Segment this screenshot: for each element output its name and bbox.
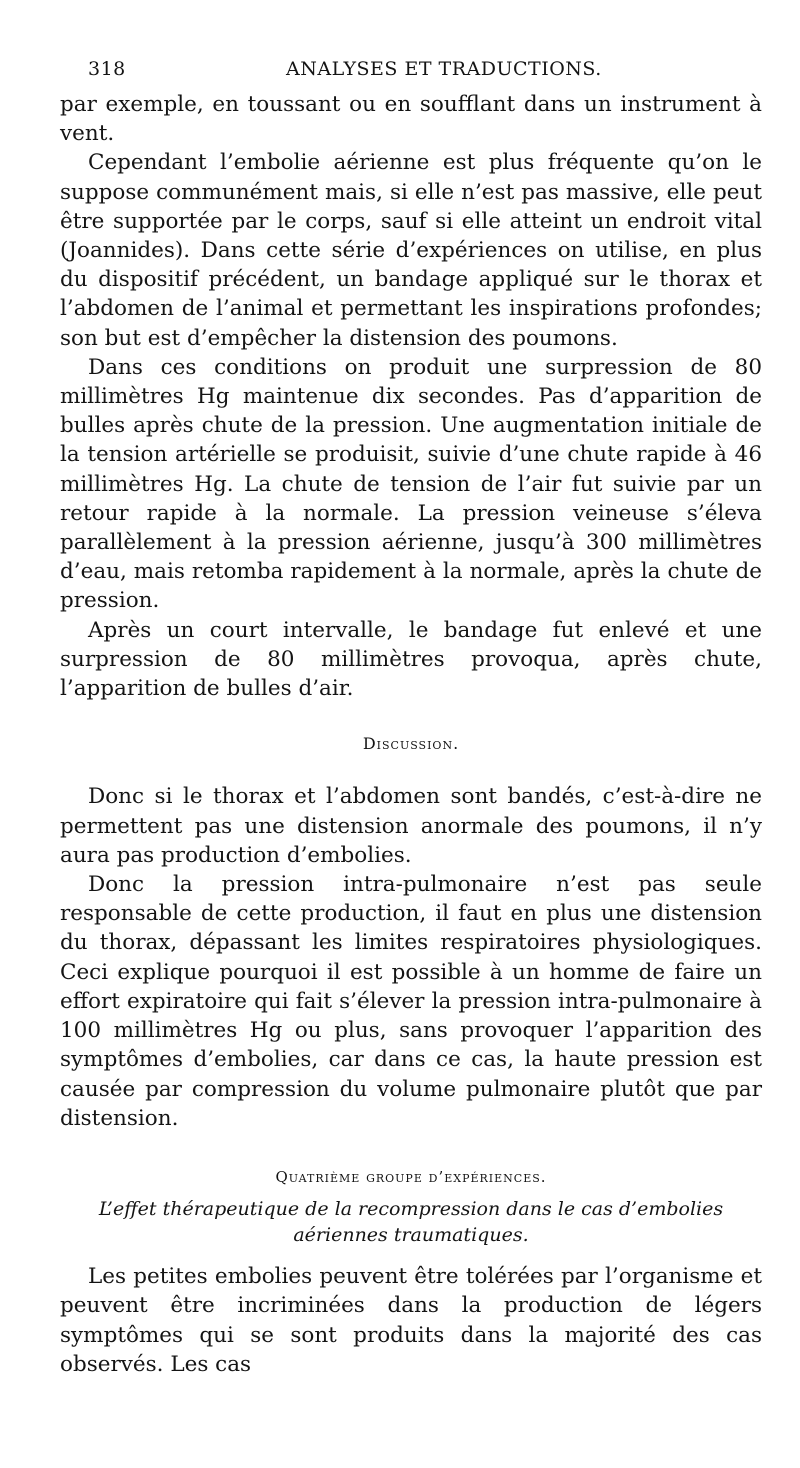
running-title: ANALYSES ET TRADUCTIONS.: [286, 58, 602, 80]
section-heading-discussion: Discussion.: [362, 734, 460, 754]
paragraph: Cependant l’embolie aérienne est plus fréquente qu’on le suppose communément mais, si elle n’est pas massive, elle peut être supportée par le corps, sauf si elle atteint un endroit vital (Joannides). Dans cette série d’expériences on utilise, en plus du dispositif précédent, un bandage appliqué sur le thorax et l’abdomen de l’animal et permettant les inspirations profondes; son but est d’empêcher la distension des poumons.: [60, 150, 762, 351]
section-subtitle: L’effet thérapeutique de la recompression dans le cas d’embolies aériennes traumatiques.: [98, 1198, 724, 1247]
page-number: 318: [88, 58, 126, 80]
section-heading-group4: Quatrième groupe d’expériences.: [275, 1167, 547, 1186]
paragraph: Donc la pression intra-pulmonaire n’est pas seule responsable de cette production, il faut en plus une distension du thorax, dépassant les limites respiratoires physiologiques. Ceci explique pourquoi il est possible à un homme de faire un effort expiratoire qui fait s’élever la pression intra-pulmonaire à 100 millimètres Hg ou plus, sans provoquer l’apparition des symptômes d’embolies, car dans ce cas, la haute pression est causée par compression du volume pulmonaire plutôt que par distension.: [60, 872, 762, 1131]
paragraph: Dans ces conditions on produit une surpression de 80 millimètres Hg maintenue dix secondes. Pas d’apparition de bulles après chute de la pression. Une augmentation initiale de la tension artérielle se produisit, suivie d’une chute rapide à 46 millimètres Hg. La chute de tension de l’air fut suivie par un retour rapide à la normale. La pression veineuse s’éleva parallèlement à la pression aérienne, jusqu’à 300 millimètres d’eau, mais retomba rapidement à la normale, après la chute de pression.: [60, 354, 762, 614]
page-body: [60, 90, 762, 1379]
page-header: [88, 58, 752, 88]
paragraph: Donc si le thorax et l’abdomen sont bandés, c’est-à-dire ne permettent pas une distension anormale des poumons, il n’y aura pas production d’embolies.: [60, 784, 762, 868]
paragraph: Après un court intervalle, le bandage fut enlevé et une surpression de 80 millimètres provoqua, après chute, l’apparition de bulles d’air.: [60, 617, 762, 702]
paragraph: par exemple, en toussant ou en soufflant dans un instrument à vent.: [60, 92, 762, 147]
paragraph: Les petites embolies peuvent être tolérées par l’organisme et peuvent être incriminées dans la production de légers symptômes qui se sont produits dans la majorité des cas observés. Les cas: [60, 1264, 762, 1377]
